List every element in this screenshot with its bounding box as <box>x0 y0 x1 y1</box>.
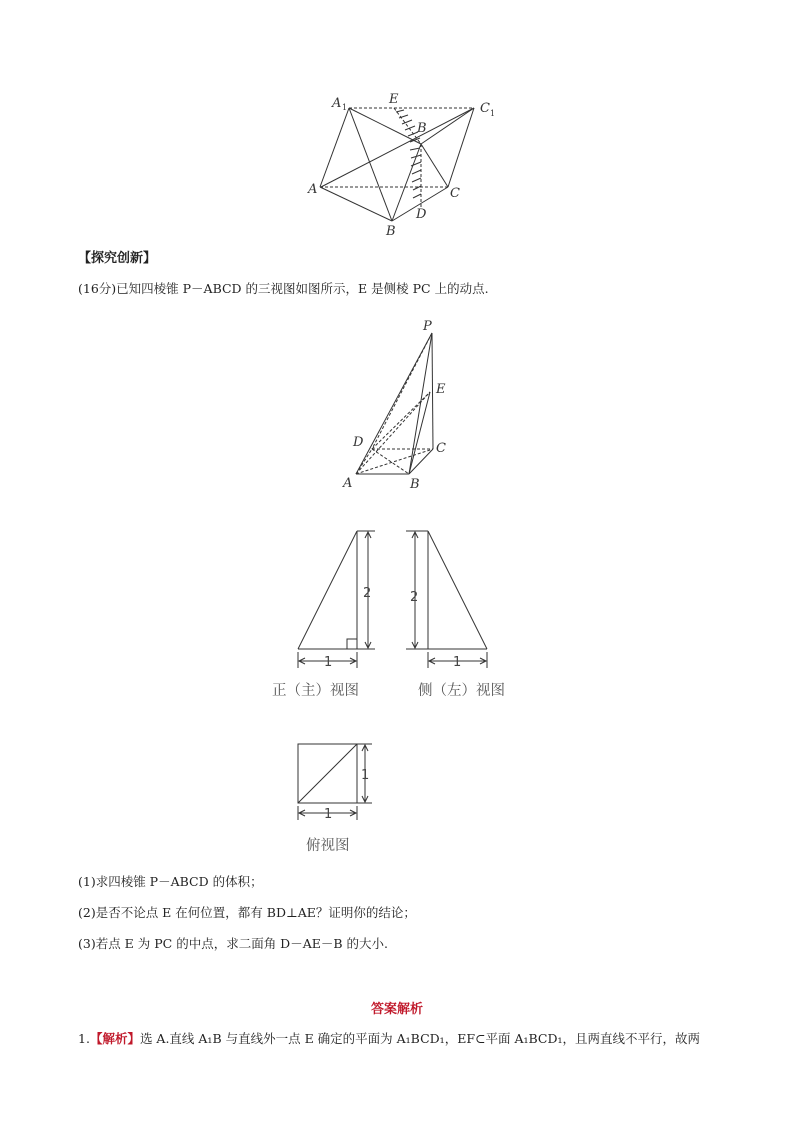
answer-tag: 【解析】 <box>89 1031 140 1046</box>
side-height-label: 2 <box>410 590 419 605</box>
label-A2: A <box>343 476 353 491</box>
label-P: P <box>423 319 432 334</box>
label-C2: C <box>436 441 446 456</box>
label-E2: E <box>436 382 446 397</box>
label-E: E <box>389 92 399 107</box>
answer-number: 1. <box>78 1031 90 1046</box>
label-A1-sub: 1 <box>342 103 348 112</box>
label-D: D <box>416 207 427 222</box>
side-view <box>406 531 487 670</box>
label-D2: D <box>353 435 364 450</box>
front-view <box>298 531 375 670</box>
problem-statement: (16分)已知四棱锥 P－ABCD 的三视图如图所示，E 是侧棱 PC 上的动点. <box>78 281 489 296</box>
front-height-label: 2 <box>363 586 372 601</box>
top-width-label: 1 <box>324 807 333 822</box>
label-B: B <box>386 224 396 239</box>
side-view-caption: 侧（左）视图 <box>418 683 505 699</box>
question-2: (2)是否不论点 E 在何位置，都有 BD⊥AE？证明你的结论； <box>78 905 416 920</box>
section-heading: 【探究创新】 <box>78 251 157 266</box>
question-3: (3)若点 E 为 PC 的中点，求二面角 D－AE－B 的大小. <box>78 936 388 951</box>
question-1: (1)求四棱锥 P－ABCD 的体积； <box>78 874 263 889</box>
label-B2: B <box>410 477 420 492</box>
top-view <box>298 744 372 822</box>
label-C1: C <box>480 101 490 116</box>
label-B1: B <box>417 121 427 136</box>
answer-text: 选 A.直线 A₁B 与直线外一点 E 确定的平面为 A₁BCD₁，EF⊂平面 A₁BCD₁，且两直线不平行，故两 <box>139 1031 700 1046</box>
label-A1: A <box>332 96 342 111</box>
answer-line-1 <box>78 1033 700 1046</box>
side-width-label: 1 <box>453 655 462 670</box>
label-C: C <box>450 186 460 201</box>
label-C1-sub: 1 <box>490 109 496 118</box>
front-view-caption: 正（主）视图 <box>272 683 359 699</box>
front-width-label: 1 <box>324 655 333 670</box>
label-A: A <box>308 182 318 197</box>
top-height-label: 1 <box>361 768 370 783</box>
top-view-caption: 俯视图 <box>306 838 350 854</box>
answers-title: 答案解析 <box>370 1002 423 1017</box>
